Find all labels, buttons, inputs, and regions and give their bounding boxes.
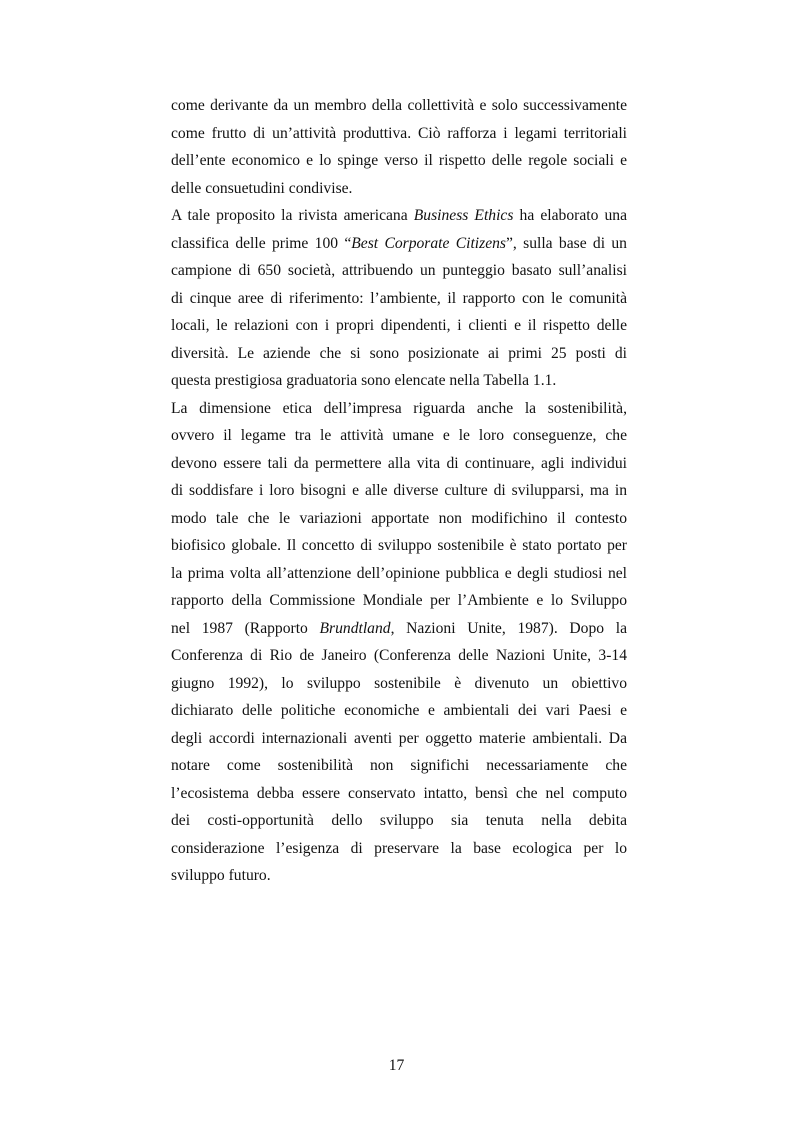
italic-text: Brundtland [319,619,391,637]
text-line [171,395,627,423]
text-run: rapporto della Commissione Mondiale per l’Ambiente e lo Sviluppo [171,592,627,609]
text-run: , Nazioni Unite, 1987). Dopo la [390,619,627,637]
text-run: ”, sulla base di un [506,234,627,252]
text-line [171,697,627,725]
text-line [171,257,627,285]
paragraph [171,395,627,890]
text-run: dichiarato delle politiche economiche e ambientali dei vari Paesi e [171,702,627,719]
paragraph [171,92,627,202]
text-line [171,862,627,890]
text-line [171,367,627,395]
text-line [171,505,627,533]
text-line [171,835,627,863]
text-line [171,202,627,230]
text-run: giugno 1992), lo sviluppo sostenibile è divenuto un obiettivo [171,674,627,692]
text-line [171,807,627,835]
text-run: classifica delle prime 100 “ [171,234,352,252]
text-line [171,147,627,175]
text-line [171,175,627,203]
text-run: diversità. Le aziende che si sono posizionate ai primi 25 posti di [171,344,627,362]
page-number: 17 [388,1057,405,1074]
text-run: degli accordi internazionali aventi per oggetto materie ambientali. Da [171,729,627,747]
text-line [171,422,627,450]
text-line [171,120,627,148]
body-text [171,92,627,890]
text-line [171,560,627,588]
text-run: la prima volta all’attenzione dell’opinione pubblica e degli studiosi nel [171,564,627,582]
text-run: La dimensione etica dell’impresa riguarda anche la sostenibilità, [171,399,627,417]
italic-text: Best Corporate Citizens [351,234,506,252]
text-line [171,92,627,120]
text-run: come frutto di un’attività produttiva. Ciò rafforza i legami territoriali [171,124,627,142]
text-line [171,642,627,670]
text-run: biofisico globale. Il concetto di sviluppo sostenibile è stato portato per [171,537,627,554]
text-line [171,285,627,313]
text-run: questa prestigiosa graduatoria sono elencate nella Tabella 1.1. [171,372,557,389]
text-line [171,477,627,505]
text-run: di cinque aree di riferimento: l’ambiente, il rapporto con le comunità [171,289,627,307]
paragraph [171,202,627,395]
italic-text: Business Ethics [413,207,514,224]
text-line [171,230,627,258]
text-line [171,340,627,368]
text-run: considerazione l’esigenza di preservare la base ecologica per lo [171,839,627,857]
text-run: modo tale che le variazioni apportate non modifichino il contesto [171,509,627,527]
text-run: delle consuetudini condivise. [171,179,353,197]
text-run: sviluppo futuro. [171,867,271,884]
text-run: A tale proposito la rivista americana [171,207,414,224]
text-run: come derivante da un membro della collettività e solo successivamente [171,97,627,114]
text-run: di soddisfare i loro bisogni e alle diverse culture di svilupparsi, ma in [171,482,627,499]
text-run: ha elaborato una [513,207,627,224]
text-line [171,615,627,643]
text-line [171,532,627,560]
text-line [171,670,627,698]
text-line [171,752,627,780]
text-run: notare come sostenibilità non significhi necessariamente che [171,757,627,774]
text-run: l’ecosistema debba essere conservato intatto, bensì che nel computo [171,784,627,802]
text-run: dei costi-opportunità dello sviluppo sia tenuta nella debita [171,812,627,829]
text-line [171,780,627,808]
text-run: campione di 650 società, attribuendo un punteggio basato sull’analisi [171,262,627,279]
text-line [171,725,627,753]
text-line [171,312,627,340]
text-run: ovvero il legame tra le attività umane e le loro conseguenze, che [171,427,627,444]
text-run: Conferenza di Rio de Janeiro (Conferenza delle Nazioni Unite, 3-14 [171,647,627,664]
text-run: nel 1987 (Rapporto [171,619,320,637]
text-line [171,450,627,478]
text-run: devono essere tali da permettere alla vita di continuare, agli individui [171,454,627,472]
text-run: dell’ente economico e lo spinge verso il rispetto delle regole sociali e [171,152,627,169]
text-line [171,587,627,615]
text-run: locali, le relazioni con i propri dipendenti, i clienti e il rispetto delle [171,317,627,334]
